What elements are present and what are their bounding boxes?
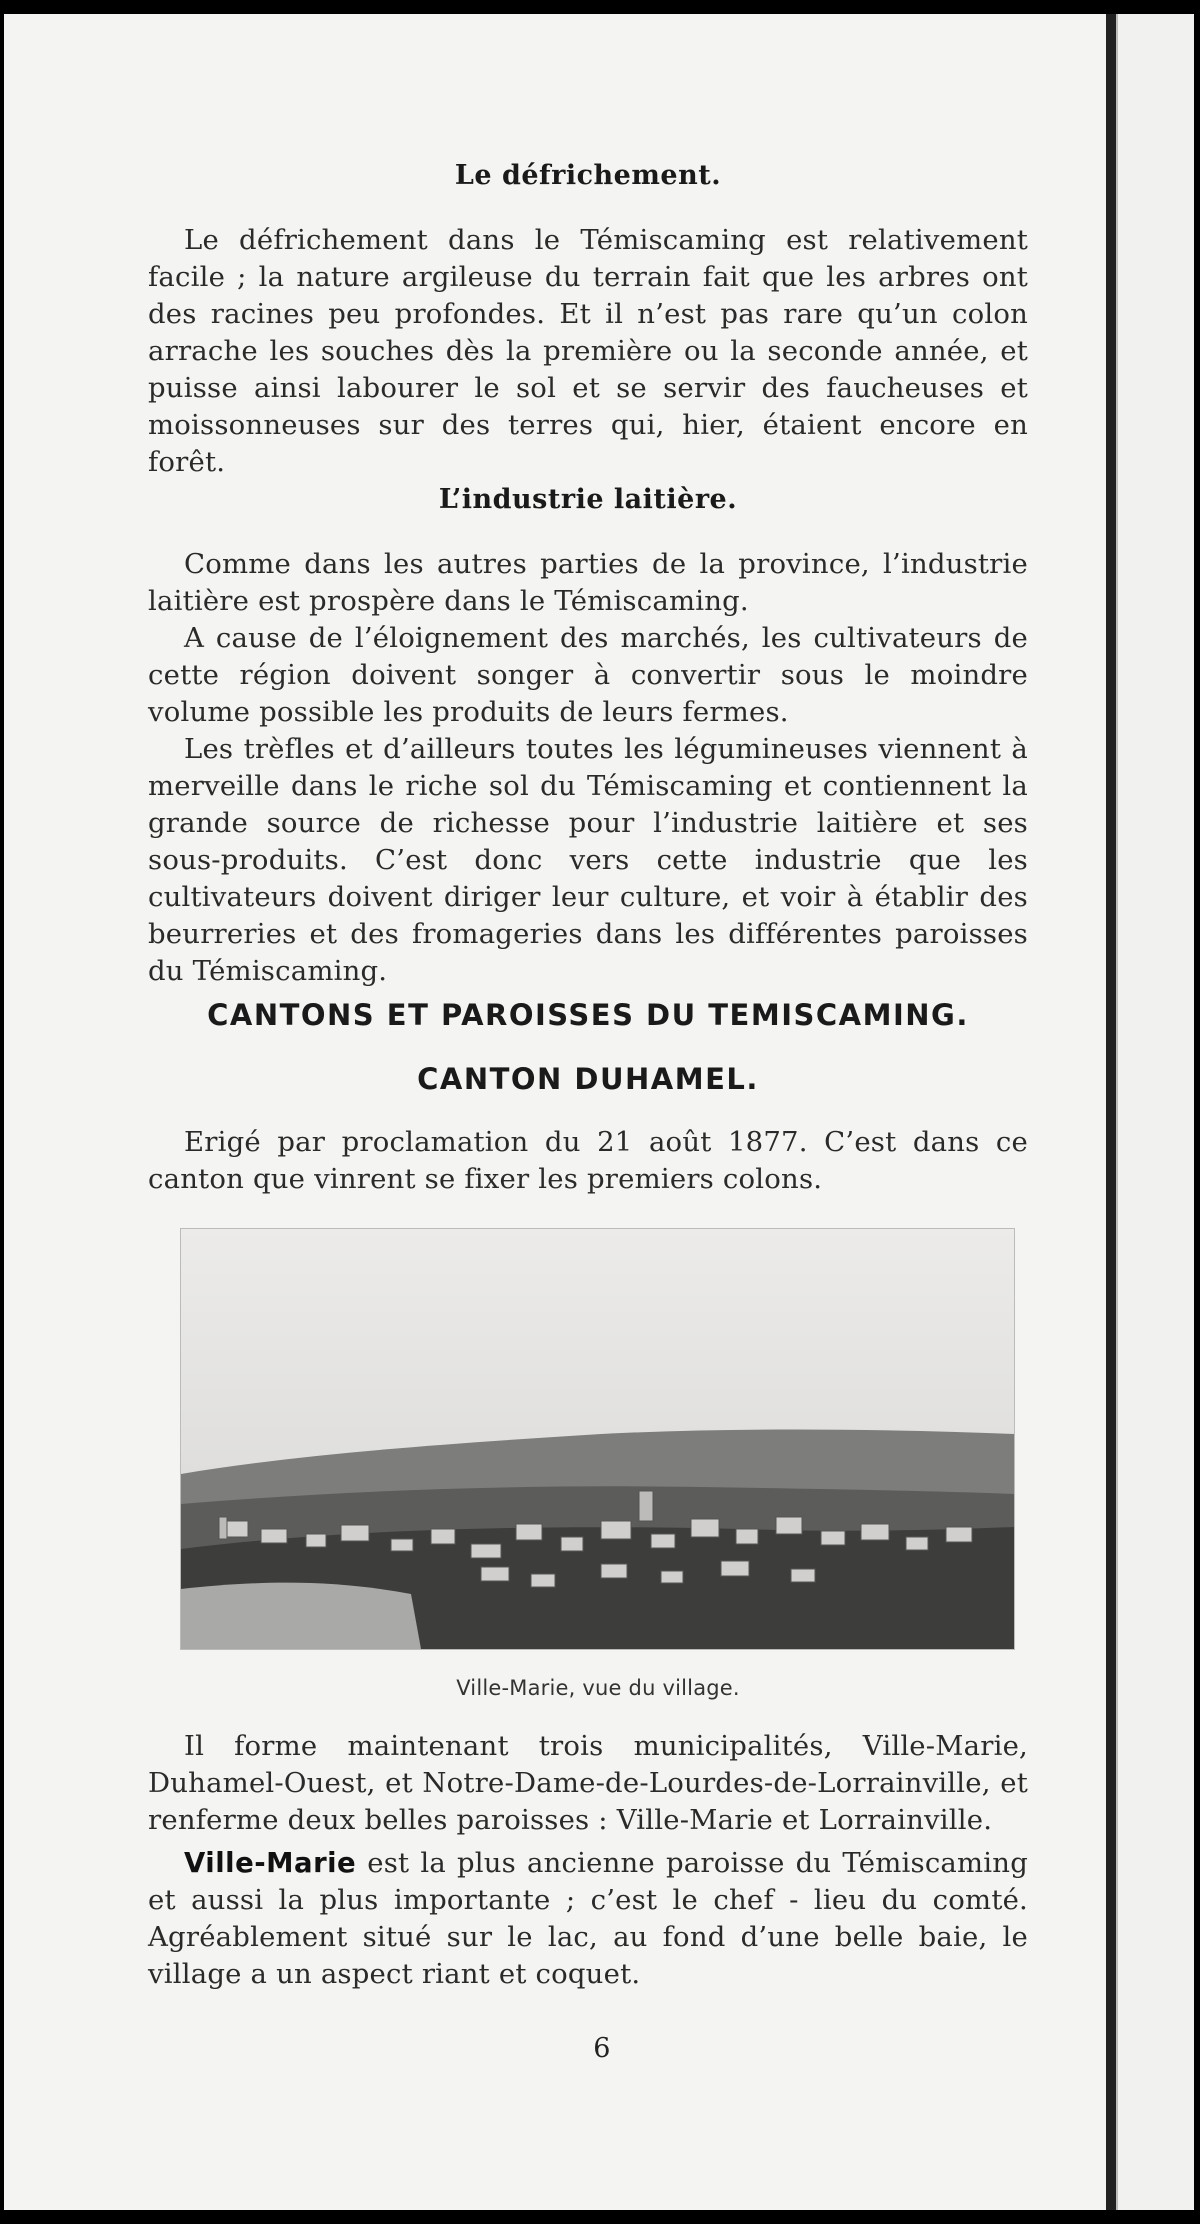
- heading-cantons-paroisses: CANTONS ET PAROISSES DU TEMISCAMING.: [207, 998, 969, 1032]
- ville-marie-bold-term: Ville-Marie: [184, 1847, 357, 1879]
- heading-defrichement: Le défrichement.: [454, 160, 722, 191]
- paragraph-industrie-1: Comme dans les autres parties de la province, l’industrie laitière est prospère dans le Témiscaming.: [148, 548, 1028, 617]
- paragraph-defrichement: Le défrichement dans le Témiscaming est relativement facile ; la nature argileuse du terrain fait que les arbres ont des racines peu profondes. Et il n’est pas rare qu’un colon arrache les souches dès la première ou la seconde année, et puisse ainsi labourer le sol et se servir des faucheuses et moissonneuses sur des terres qui, hier, étaient encore en forêt.: [148, 224, 1028, 478]
- heading-industrie-laitiere: L’industrie laitière.: [438, 484, 738, 515]
- heading-canton-duhamel: CANTON DUHAMEL.: [417, 1062, 759, 1096]
- book-spine: [1106, 14, 1116, 2210]
- paragraph-industrie-2: A cause de l’éloignement des marchés, les cultivateurs de cette région doivent songer à convertir sous le moindre volume possible les produits de leurs fermes.: [148, 622, 1028, 728]
- section-industrie-laitiere: [148, 546, 1028, 990]
- paragraph-ville-marie: [148, 1845, 1028, 1993]
- section-ville-marie: [148, 1728, 1028, 1993]
- photo-ville-marie-village: [180, 1228, 1015, 1650]
- page-number: 6: [593, 2033, 611, 2064]
- adjacent-page-edge: [1116, 14, 1194, 2210]
- village-photo-illustration: [181, 1229, 1014, 1649]
- paragraph-canton-duhamel: Erigé par proclamation du 21 août 1877. C’est dans ce canton que vinrent se fixer les premiers colons.: [148, 1126, 1028, 1195]
- paragraph-municipalites: Il forme maintenant trois municipalités, Ville-Marie, Duhamel-Ouest, et Notre-Dame-de-Lourdes-de-Lorrainville, et renferme deux belles paroisses : Ville-Marie et Lorrainville.: [148, 1730, 1028, 1836]
- paragraph-industrie-3: Les trèfles et d’ailleurs toutes les légumineuses viennent à merveille dans le riche sol du Témiscaming et contiennent la grande source de richesse pour l’industrie laitière et ses sous-produits. C’est donc vers cette industrie que les cultivateurs doivent diriger leur culture, et voir à établir des beurreries et des fromageries dans les différentes paroisses du Témiscaming.: [148, 733, 1028, 987]
- section-canton-duhamel-intro: [148, 1124, 1028, 1198]
- photo-caption: Ville-Marie, vue du village.: [456, 1676, 740, 1700]
- ville-marie-description: est la plus ancienne paroisse du Témiscaming et aussi la plus importante ; c’est le chef - lieu du comté. Agréablement situé sur le lac, au fond d’une belle baie, le village a un aspect riant et coquet.: [148, 1847, 1028, 1990]
